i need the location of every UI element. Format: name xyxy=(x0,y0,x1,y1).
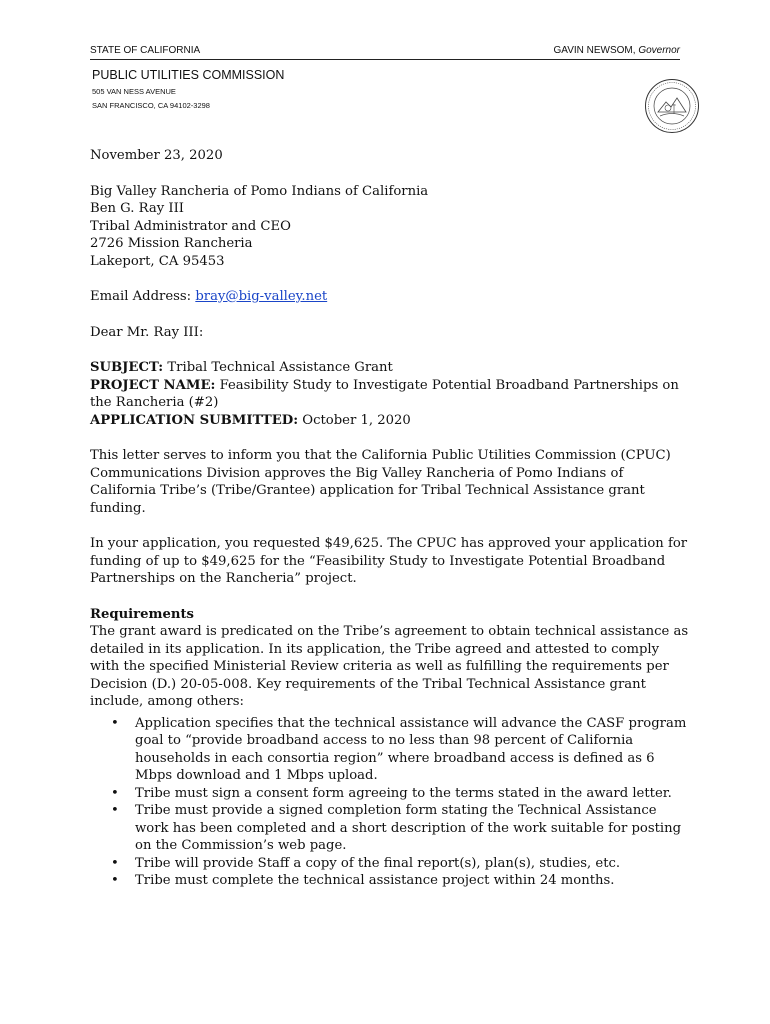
email-label: Email Address: xyxy=(90,289,192,304)
agency-address-city: SAN FRANCISCO, CA 94102-3298 xyxy=(92,101,210,110)
list-item: • Tribe must sign a consent form agreeing to the terms stated in the award letter. xyxy=(135,785,690,803)
state-seal-icon xyxy=(644,78,700,134)
governor-name: GAVIN NEWSOM, xyxy=(553,45,636,56)
requirements-list xyxy=(90,715,690,890)
list-item: • Tribe must complete the technical assistance project within 24 months. xyxy=(135,872,690,890)
recipient-org: Big Valley Rancheria of Pomo Indians of California xyxy=(90,183,429,199)
subject-label: SUBJECT: xyxy=(90,360,164,375)
recipient-street: 2726 Mission Rancheria xyxy=(90,236,253,251)
subject-block xyxy=(90,359,690,429)
requirements-heading xyxy=(90,606,690,624)
governor xyxy=(553,45,680,56)
salutation: Dear Mr. Ray III: xyxy=(90,324,204,340)
submitted-line xyxy=(90,412,690,430)
paragraph-requirements: The grant award is predicated on the Tribe’s agreement to obtain technical assistance as detailed in its application. In its application, the Tribe agreed and attested to comply with the specified Ministerial Review criteria as well as fulfilling the requirements per Decision (D.) 20-05-008. Key requirements of the Tribal Technical Assistance grant include, among others: xyxy=(90,624,689,709)
paragraph-funding: In your application, you requested $49,625. The CPUC has approved your application for funding of up to $49,625 for the “Feasibility Study to Investigate Potential Broadband Partnerships on the Rancheria” project. xyxy=(90,536,688,586)
recipient-city: Lakeport, CA 95453 xyxy=(90,253,225,269)
paragraph-approval: This letter serves to inform you that the California Public Utilities Commission (CPUC) Communications Division approves the Big Valley Rancheria of Pomo Indians of California Tribe’s (Tribe/Grantee) application for Tribal Technical Assistance grant funding. xyxy=(90,448,671,516)
submitted-label: APPLICATION SUBMITTED: xyxy=(90,412,299,428)
list-item: • Application specifies that the technical assistance will advance the CASF program goal to “provide broadband access to no less than 98 percent of California households in each consortia region” where broadband access is defined as 6 Mbps download and 1 Mbps upload. xyxy=(135,715,690,785)
state-name: STATE OF CALIFORNIA xyxy=(90,45,201,56)
subject-value: Tribal Technical Assistance Grant xyxy=(167,360,393,375)
email-link[interactable]: bray@big-valley.net xyxy=(195,289,328,304)
list-item: • Tribe will provide Staff a copy of the final report(s), plan(s), studies, etc. xyxy=(135,855,690,873)
project-line xyxy=(90,377,690,412)
governor-title: Governor xyxy=(638,45,680,56)
agency-address-street: 505 VAN NESS AVENUE xyxy=(92,87,176,96)
email-line xyxy=(90,288,690,306)
subject-line xyxy=(90,359,690,377)
agency-name: PUBLIC UTILITIES COMMISSION xyxy=(92,68,285,82)
recipient-title: Tribal Administrator and CEO xyxy=(90,218,291,234)
letterhead-bar xyxy=(90,45,680,60)
project-value: Feasibility Study to Investigate Potential Broadband Partnerships on the Rancheria (#2) xyxy=(90,377,679,410)
submitted-value: October 1, 2020 xyxy=(302,412,411,428)
requirements-heading-text: Requirements xyxy=(90,606,194,622)
letter-date: November 23, 2020 xyxy=(90,148,223,163)
list-item: • Tribe must provide a signed completion form stating the Technical Assistance work has been completed and a short description of the work suitable for posting on the Commission’s web page. xyxy=(135,802,690,855)
letter-body xyxy=(90,147,690,890)
recipient-block xyxy=(90,183,690,271)
project-label: PROJECT NAME: xyxy=(90,377,216,393)
recipient-name: Ben G. Ray III xyxy=(90,201,184,216)
